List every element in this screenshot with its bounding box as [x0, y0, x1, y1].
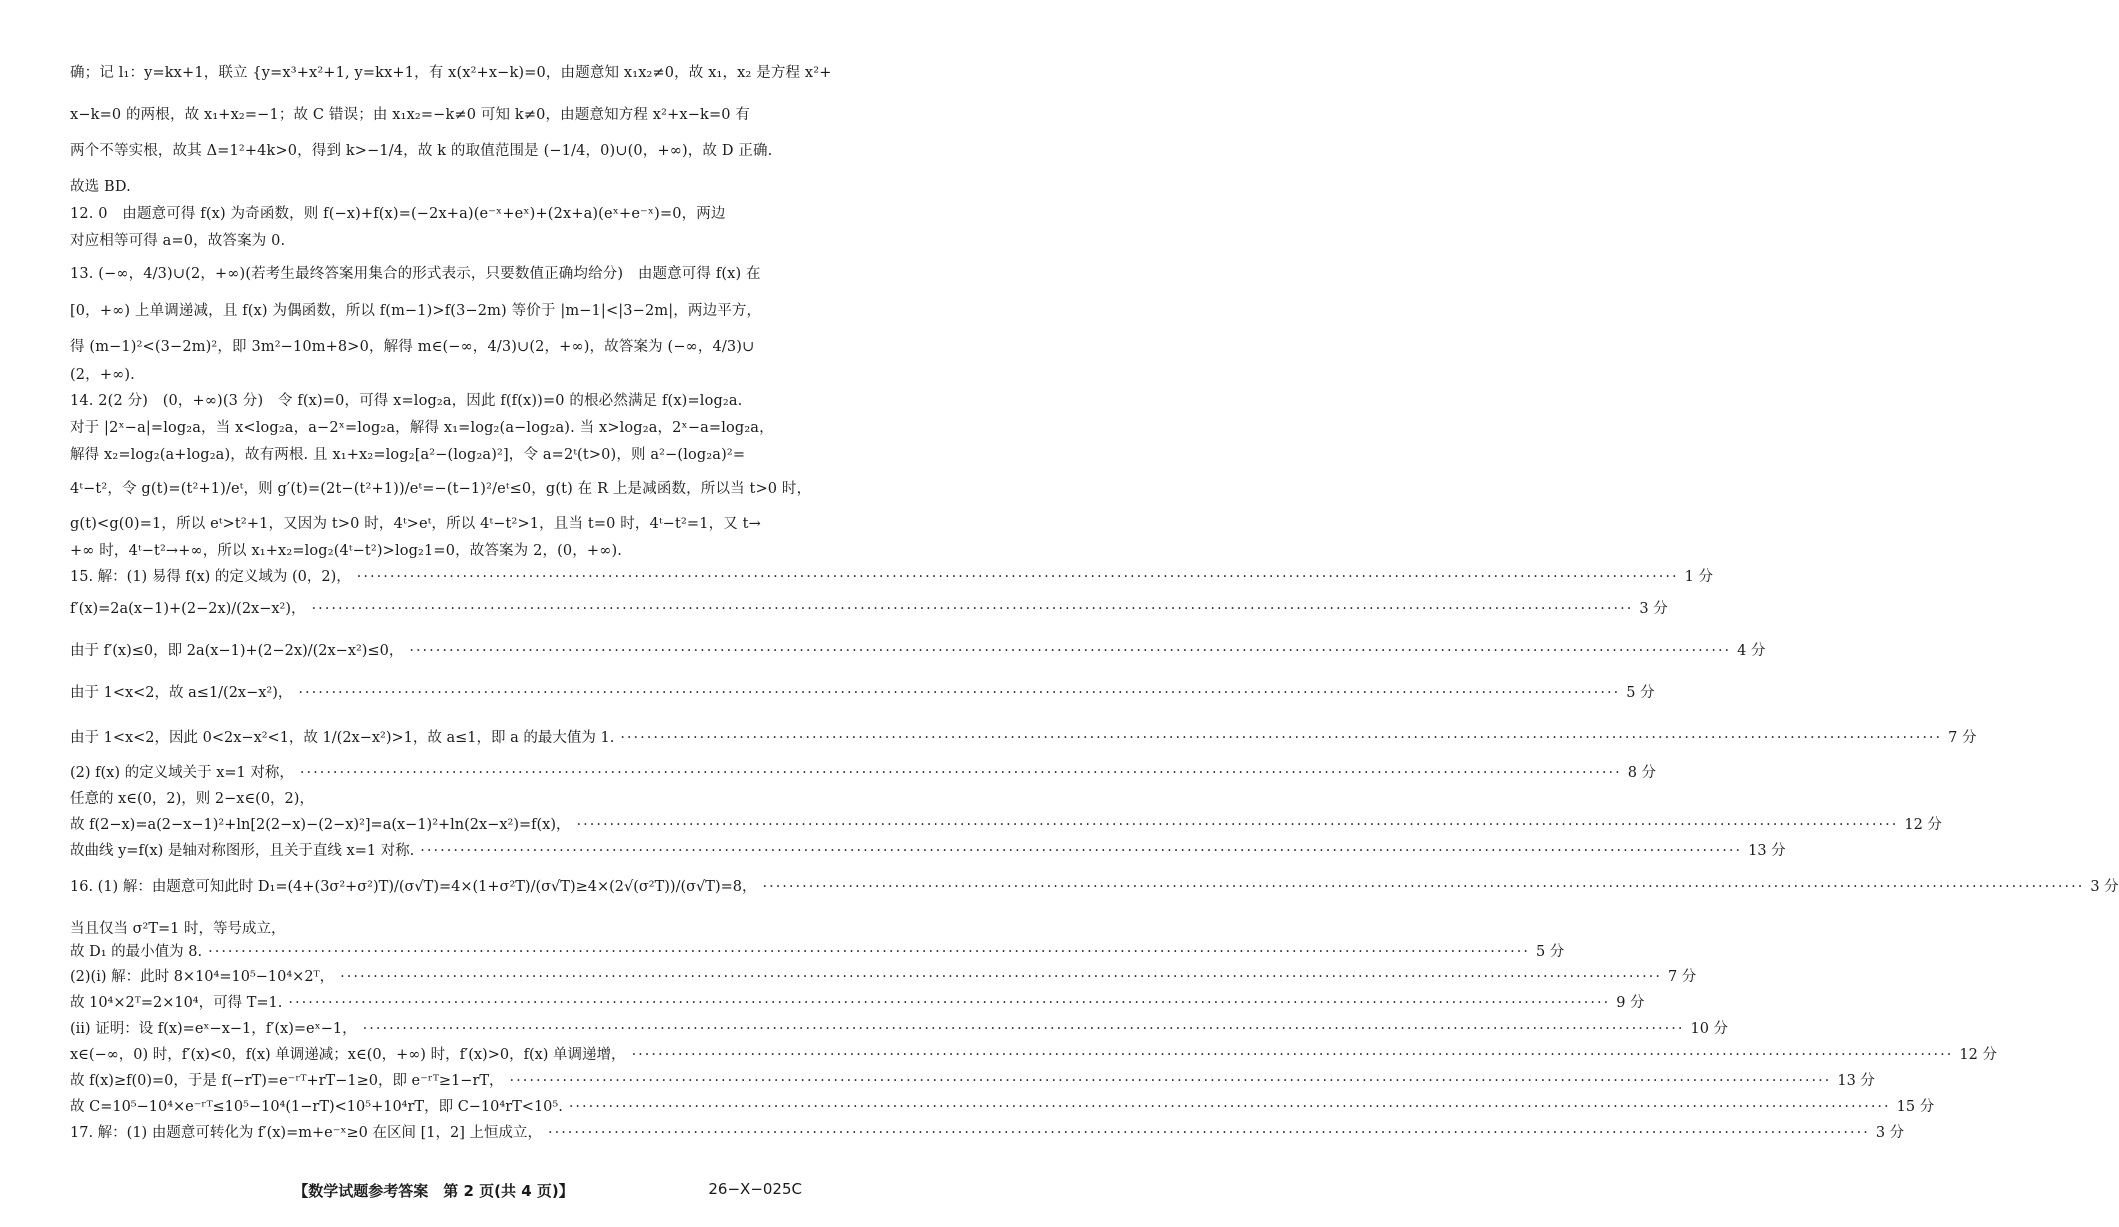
score-points: 13 分 — [1837, 1073, 1875, 1089]
scored-line — [70, 1070, 1875, 1092]
dot-leader: ········································································································································································································ — [620, 730, 1943, 746]
dot-leader: ········································································································································································································ — [409, 643, 1732, 659]
dot-leader: ········································································································································································································ — [299, 765, 1622, 781]
scored-line — [70, 992, 1645, 1014]
scored-line — [70, 1122, 1905, 1144]
score-points: 8 分 — [1627, 765, 1657, 781]
dot-leader: ········································································································································································································ — [311, 601, 1634, 617]
solution-step-text: 当且仅当 σ²T=1 时，等号成立， — [70, 921, 286, 937]
score-points: 3 分 — [1875, 1125, 1905, 1141]
score-points: 3 分 — [1639, 601, 1668, 617]
text-line: 13. (−∞，4/3)∪(2，+∞)(若考生最终答案用集合的形式表示，只要数值正确均给分) 由题意可得 f(x) 在 — [70, 266, 761, 282]
score-points: 7 分 — [1948, 730, 1977, 746]
scored-line — [70, 682, 1655, 704]
score-points: 7 分 — [1667, 969, 1697, 985]
solution-step-text: 由于 f′(x)≤0，即 2a(x−1)+(2−2x)/(2x−x²)≤0， — [70, 643, 404, 659]
dot-leader: ········································································································································································································ — [576, 817, 1899, 833]
scored-line — [70, 727, 1977, 749]
text-line: x−k=0 的两根，故 x₁+x₂=−1；故 C 错误；由 x₁x₂=−k≠0 可知 k≠0，由题意知方程 x²+x−k=0 有 — [70, 107, 751, 123]
page-footer — [0, 1180, 867, 1204]
text-line: 故选 BD. — [70, 179, 131, 195]
scored-line — [70, 840, 1786, 862]
dot-leader: ········································································································································································································ — [356, 569, 1679, 585]
dot-leader: ········································································································································································································ — [288, 995, 1611, 1011]
solution-step-text: 故曲线 y=f(x) 是轴对称图形，且关于直线 x=1 对称. — [70, 843, 415, 859]
solution-step-text: 故 f(x)≥f(0)=0，于是 f(−rT)=e⁻ʳᵀ+rT−1≥0，即 e⁻ʳᵀ≥1−rT， — [70, 1073, 504, 1089]
scored-line — [70, 598, 1668, 620]
solution-step-text: 15. 解：(1) 易得 f(x) 的定义域为 (0，2)， — [70, 569, 351, 585]
paper-code: 26−X−025C — [708, 1180, 802, 1198]
text-line: 确；记 l₁：y=kx+1，联立 {y=x³+x²+1, y=kx+1，有 x(x²+x−k)=0，由题意知 x₁x₂≠0，故 x₁，x₂ 是方程 x²+ — [70, 65, 832, 81]
dot-leader: ········································································································································································································ — [298, 685, 1621, 701]
solution-step-text: (ⅱ) 证明：设 f(x)=eˣ−x−1，f′(x)=eˣ−1， — [70, 1021, 357, 1037]
score-points: 12 分 — [1904, 817, 1942, 833]
scored-line — [70, 941, 1565, 963]
text-line: 对应相等可得 a=0，故答案为 0. — [70, 233, 286, 249]
score-points: 10 分 — [1690, 1021, 1729, 1037]
dot-leader: ········································································································································································································ — [509, 1073, 1832, 1089]
dot-leader: ········································································································································································································ — [547, 1125, 1870, 1141]
dot-leader: ········································································································································································································ — [420, 843, 1743, 859]
solution-step-text: 故 C=10⁵−10⁴×e⁻ʳᵀ≤10⁵−10⁴(1−rT)<10⁵+10⁴rT，即 C−10⁴rT<10⁵. — [70, 1099, 563, 1115]
solution-step-text: 故 10⁴×2ᵀ=2×10⁴，可得 T=1. — [70, 995, 283, 1011]
scored-line — [70, 918, 802, 940]
scored-line — [70, 640, 1766, 662]
dot-leader: ········································································································································································································ — [762, 879, 2085, 895]
text-line: 得 (m−1)²<(3−2m)²，即 3m²−10m+8>0，解得 m∈(−∞，4/3)∪(2，+∞)，故答案为 (−∞，4/3)∪ — [70, 339, 755, 355]
text-line: 两个不等实根，故其 Δ=1²+4k>0，得到 k>−1/4，故 k 的取值范围是 (−1/4，0)∪(0，+∞)，故 D 正确. — [70, 143, 773, 159]
solution-step-text: 17. 解：(1) 由题意可转化为 f′(x)=m+e⁻ˣ≥0 在区间 [1，2] 上恒成立， — [70, 1125, 542, 1141]
score-points: 9 分 — [1616, 995, 1645, 1011]
score-points: 5 分 — [1626, 685, 1655, 701]
text-line: 对于 |2ˣ−a|=log₂a，当 x<log₂a，a−2ˣ=log₂a，解得 x₁=log₂(a−log₂a). 当 x>log₂a，2ˣ−a=log₂a， — [70, 420, 774, 436]
text-line: (2，+∞). — [70, 367, 135, 383]
scored-line — [70, 788, 802, 810]
score-points: 15 分 — [1896, 1099, 1935, 1115]
text-line: g(t)<g(0)=1，所以 eᵗ>t²+1，又因为 t>0 时，4ᵗ>eᵗ，所以 4ᵗ−t²>1，且当 t=0 时，4ᵗ−t²=1，又 t→ — [70, 516, 761, 532]
score-points: 13 分 — [1748, 843, 1786, 859]
score-points: 3 分 — [2090, 879, 2119, 895]
scored-line — [70, 762, 1657, 784]
scored-line — [70, 1044, 1997, 1066]
solution-step-text: 故 D₁ 的最小值为 8. — [70, 944, 203, 960]
solution-step-text: 任意的 x∈(0，2)，则 2−x∈(0，2)， — [70, 791, 314, 807]
score-points: 1 分 — [1684, 569, 1713, 585]
scored-line — [70, 566, 1713, 588]
dot-leader: ········································································································································································································ — [362, 1021, 1685, 1037]
solution-step-text: 由于 1<x<2，因此 0<2x−x²<1，故 1/(2x−x²)>1，故 a≤1，即 a 的最大值为 1. — [70, 730, 615, 746]
solution-step-text: (2) f(x) 的定义域关于 x=1 对称， — [70, 765, 294, 781]
score-points: 12 分 — [1959, 1047, 1997, 1063]
dot-leader: ········································································································································································································ — [340, 969, 1662, 985]
dot-leader: ········································································································································································································ — [208, 944, 1530, 960]
text-line: 解得 x₂=log₂(a+log₂a)，故有两根. 且 x₁+x₂=log₂[a²−(log₂a)²]，令 a=2ᵗ(t>0)，则 a²−(log₂a)²= — [70, 447, 746, 463]
dot-leader: ········································································································································································································ — [631, 1047, 1954, 1063]
dot-leader: ········································································································································································································ — [568, 1099, 1891, 1115]
text-line: [0，+∞) 上单调递减，且 f(x) 为偶函数，所以 f(m−1)>f(3−2m) 等价于 |m−1|<|3−2m|，两边平方， — [70, 303, 762, 319]
scored-line — [70, 966, 1697, 988]
solution-step-text: 故 f(2−x)=a(2−x−1)²+ln[2(2−x)−(2−x)²]=a(x−1)²+ln(2x−x²)=f(x)， — [70, 817, 571, 833]
solution-step-text: 由于 1<x<2，故 a≤1/(2x−x²)， — [70, 685, 293, 701]
scored-line — [70, 1096, 1935, 1118]
solution-step-text: f′(x)=2a(x−1)+(2−2x)/(2x−x²)， — [70, 601, 306, 617]
text-line: +∞ 时，4ᵗ−t²→+∞，所以 x₁+x₂=log₂(4ᵗ−t²)>log₂1=0，故答案为 2，(0，+∞). — [70, 543, 623, 559]
scored-line — [70, 876, 2119, 898]
scored-line — [70, 1018, 1729, 1040]
scored-line — [70, 814, 1942, 836]
text-line: 4ᵗ−t²，令 g(t)=(t²+1)/eᵗ，则 g′(t)=(2t−(t²+1))/eᵗ=−(t−1)²/eᵗ≤0，g(t) 在 R 上是减函数，所以当 t>0 时， — [70, 481, 812, 497]
footer-title: 【数学试题参考答案 第 2 页(共 4 页)】 — [293, 1182, 574, 1200]
text-line: 12. 0 由题意可得 f(x) 为奇函数，则 f(−x)+f(x)=(−2x+a)(e⁻ˣ+eˣ)+(2x+a)(eˣ+e⁻ˣ)=0，两边 — [70, 206, 726, 222]
solution-step-text: (2)(ⅰ) 解：此时 8×10⁴=10⁵−10⁴×2ᵀ， — [70, 969, 335, 985]
score-points: 5 分 — [1535, 944, 1565, 960]
solution-step-text: 16. (1) 解：由题意可知此时 D₁=(4+(3σ²+σ²)T)/(σ√T)=4×(1+σ²T)/(σ√T)≥4×(2√(σ²T))/(σ√T)=8， — [70, 879, 757, 895]
solution-step-text: x∈(−∞，0) 时，f′(x)<0，f(x) 单调递减；x∈(0，+∞) 时，f′(x)>0，f(x) 单调递增， — [70, 1047, 626, 1063]
text-line: 14. 2(2 分) (0，+∞)(3 分) 令 f(x)=0，可得 x=log₂a，因此 f(f(x))=0 的根必然满足 f(x)=log₂a. — [70, 393, 743, 409]
score-points: 4 分 — [1737, 643, 1766, 659]
